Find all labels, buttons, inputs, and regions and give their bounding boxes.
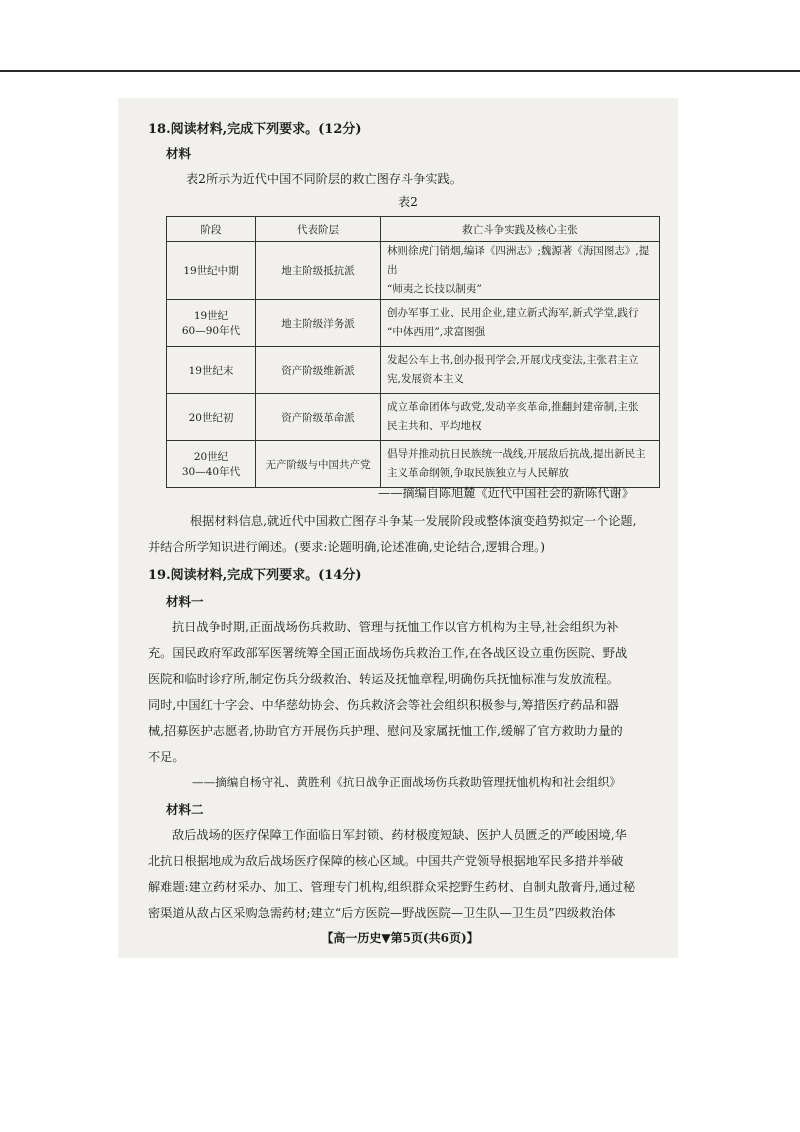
table-title: 表2 — [398, 195, 418, 209]
q18-intro: 表2所示为近代中国不同阶层的救亡图存斗争实践。 — [186, 172, 462, 186]
cell-period: 20世纪初 — [167, 394, 256, 441]
q18-title: 18.阅读材料,完成下列要求。(12分) — [148, 122, 362, 137]
table-row — [167, 441, 660, 488]
cell-period: 19世纪末 — [167, 347, 256, 394]
header-class: 代表阶层 — [256, 217, 381, 242]
cell-class: 资产阶级维新派 — [256, 347, 381, 394]
cell-class: 地主阶级抵抗派 — [256, 242, 381, 300]
q19-m2-line: 敌后战场的医疗保障工作面临日军封锁、药材极度短缺、医护人员匮乏的严峻困境,华 — [172, 828, 627, 842]
q19-m2-line: 解难题:建立药材采办、加工、管理专门机构,组织群众采挖野生药材、自制丸散膏丹,通过秘 — [148, 880, 636, 894]
page-footer: 【高一历史▼第5页(共6页)】 — [321, 931, 479, 945]
cell-class: 资产阶级革命派 — [256, 394, 381, 441]
cell-practice: 林则徐虎门销烟,编译《四洲志》;魏源著《海国图志》,提出 “师夷之长技以制夷” — [381, 242, 660, 300]
cell-practice: 发起公车上书,创办报刊学会,开展戊戌变法,主张君主立 宪,发展资本主义 — [381, 347, 660, 394]
cell-class: 无产阶级与中国共产党 — [256, 441, 381, 488]
q19-m1-source: ——摘编自杨守礼、黄胜利《抗日战争正面战场伤兵救助管理抚恤机构和社会组织》 — [192, 775, 621, 789]
cell-period: 20世纪 30—40年代 — [167, 441, 256, 488]
q19-m1-line: 不足。 — [148, 750, 185, 764]
table-row — [167, 300, 660, 347]
q18-question-line2: 并结合所学知识进行阐述。(要求:论题明确,论述准确,史论结合,逻辑合理。) — [148, 540, 545, 554]
q18-material-label: 材料 — [166, 146, 192, 161]
table-2 — [166, 216, 660, 488]
cell-period: 19世纪中期 — [167, 242, 256, 300]
cell-class: 地主阶级洋务派 — [256, 300, 381, 347]
cell-period: 19世纪 60—90年代 — [167, 300, 256, 347]
q19-m2-line: 北抗日根据地成为敌后战场医疗保障的核心区域。中国共产党领导根据地军民多措并举破 — [148, 854, 624, 868]
table-header-row — [167, 217, 660, 242]
header-practice: 救亡斗争实践及核心主张 — [381, 217, 660, 242]
q19-m1-line: 同时,中国红十字会、中华慈幼协会、伤兵救济会等社会组织积极参与,筹措医疗药品和器 — [148, 698, 619, 712]
q18-source: ——摘编自陈旭麓《近代中国社会的新陈代谢》 — [378, 486, 634, 500]
table-row — [167, 347, 660, 394]
cell-practice: 成立革命团体与政党,发动辛亥革命,推翻封建帝制,主张 民主共和、平均地权 — [381, 394, 660, 441]
q19-m2-line: 密渠道从敌占区采购急需药材;建立“后方医院—野战医院—卫生队—卫生员”四级救治体 — [148, 906, 616, 920]
table-row — [167, 394, 660, 441]
q19-m1-line: 械,招募医护志愿者,协助官方开展伤兵护理、慰问及家属抚恤工作,缓解了官方救助力量的 — [148, 724, 623, 738]
header-period: 阶段 — [167, 217, 256, 242]
q19-material2-label: 材料二 — [166, 802, 204, 817]
q19-title: 19.阅读材料,完成下列要求。(14分) — [148, 568, 362, 583]
table-row — [167, 242, 660, 300]
q19-material1-label: 材料一 — [166, 594, 204, 609]
q19-m1-line: 充。国民政府军政部军医署统筹全国正面战场伤兵救治工作,在各战区设立重伤医院、野战 — [148, 646, 628, 660]
cell-practice: 倡导并推动抗日民族统一战线,开展敌后抗战,提出新民主 主义革命纲领,争取民族独立与人民解放 — [381, 441, 660, 488]
q19-m1-line: 抗日战争时期,正面战场伤兵救助、管理与抚恤工作以官方机构为主导,社会组织为补 — [172, 620, 619, 634]
q19-m1-line: 医院和临时诊疗所,制定伤兵分级救治、转运及抚恤章程,明确伤兵抚恤标准与发放流程。 — [148, 672, 619, 686]
top-rule — [0, 70, 800, 72]
cell-practice: 创办军事工业、民用企业,建立新式海军,新式学堂,践行 “中体西用”,求富图强 — [381, 300, 660, 347]
q18-question-line1: 根据材料信息,就近代中国救亡图存斗争某一发展阶段或整体演变趋势拟定一个论题, — [190, 514, 637, 528]
